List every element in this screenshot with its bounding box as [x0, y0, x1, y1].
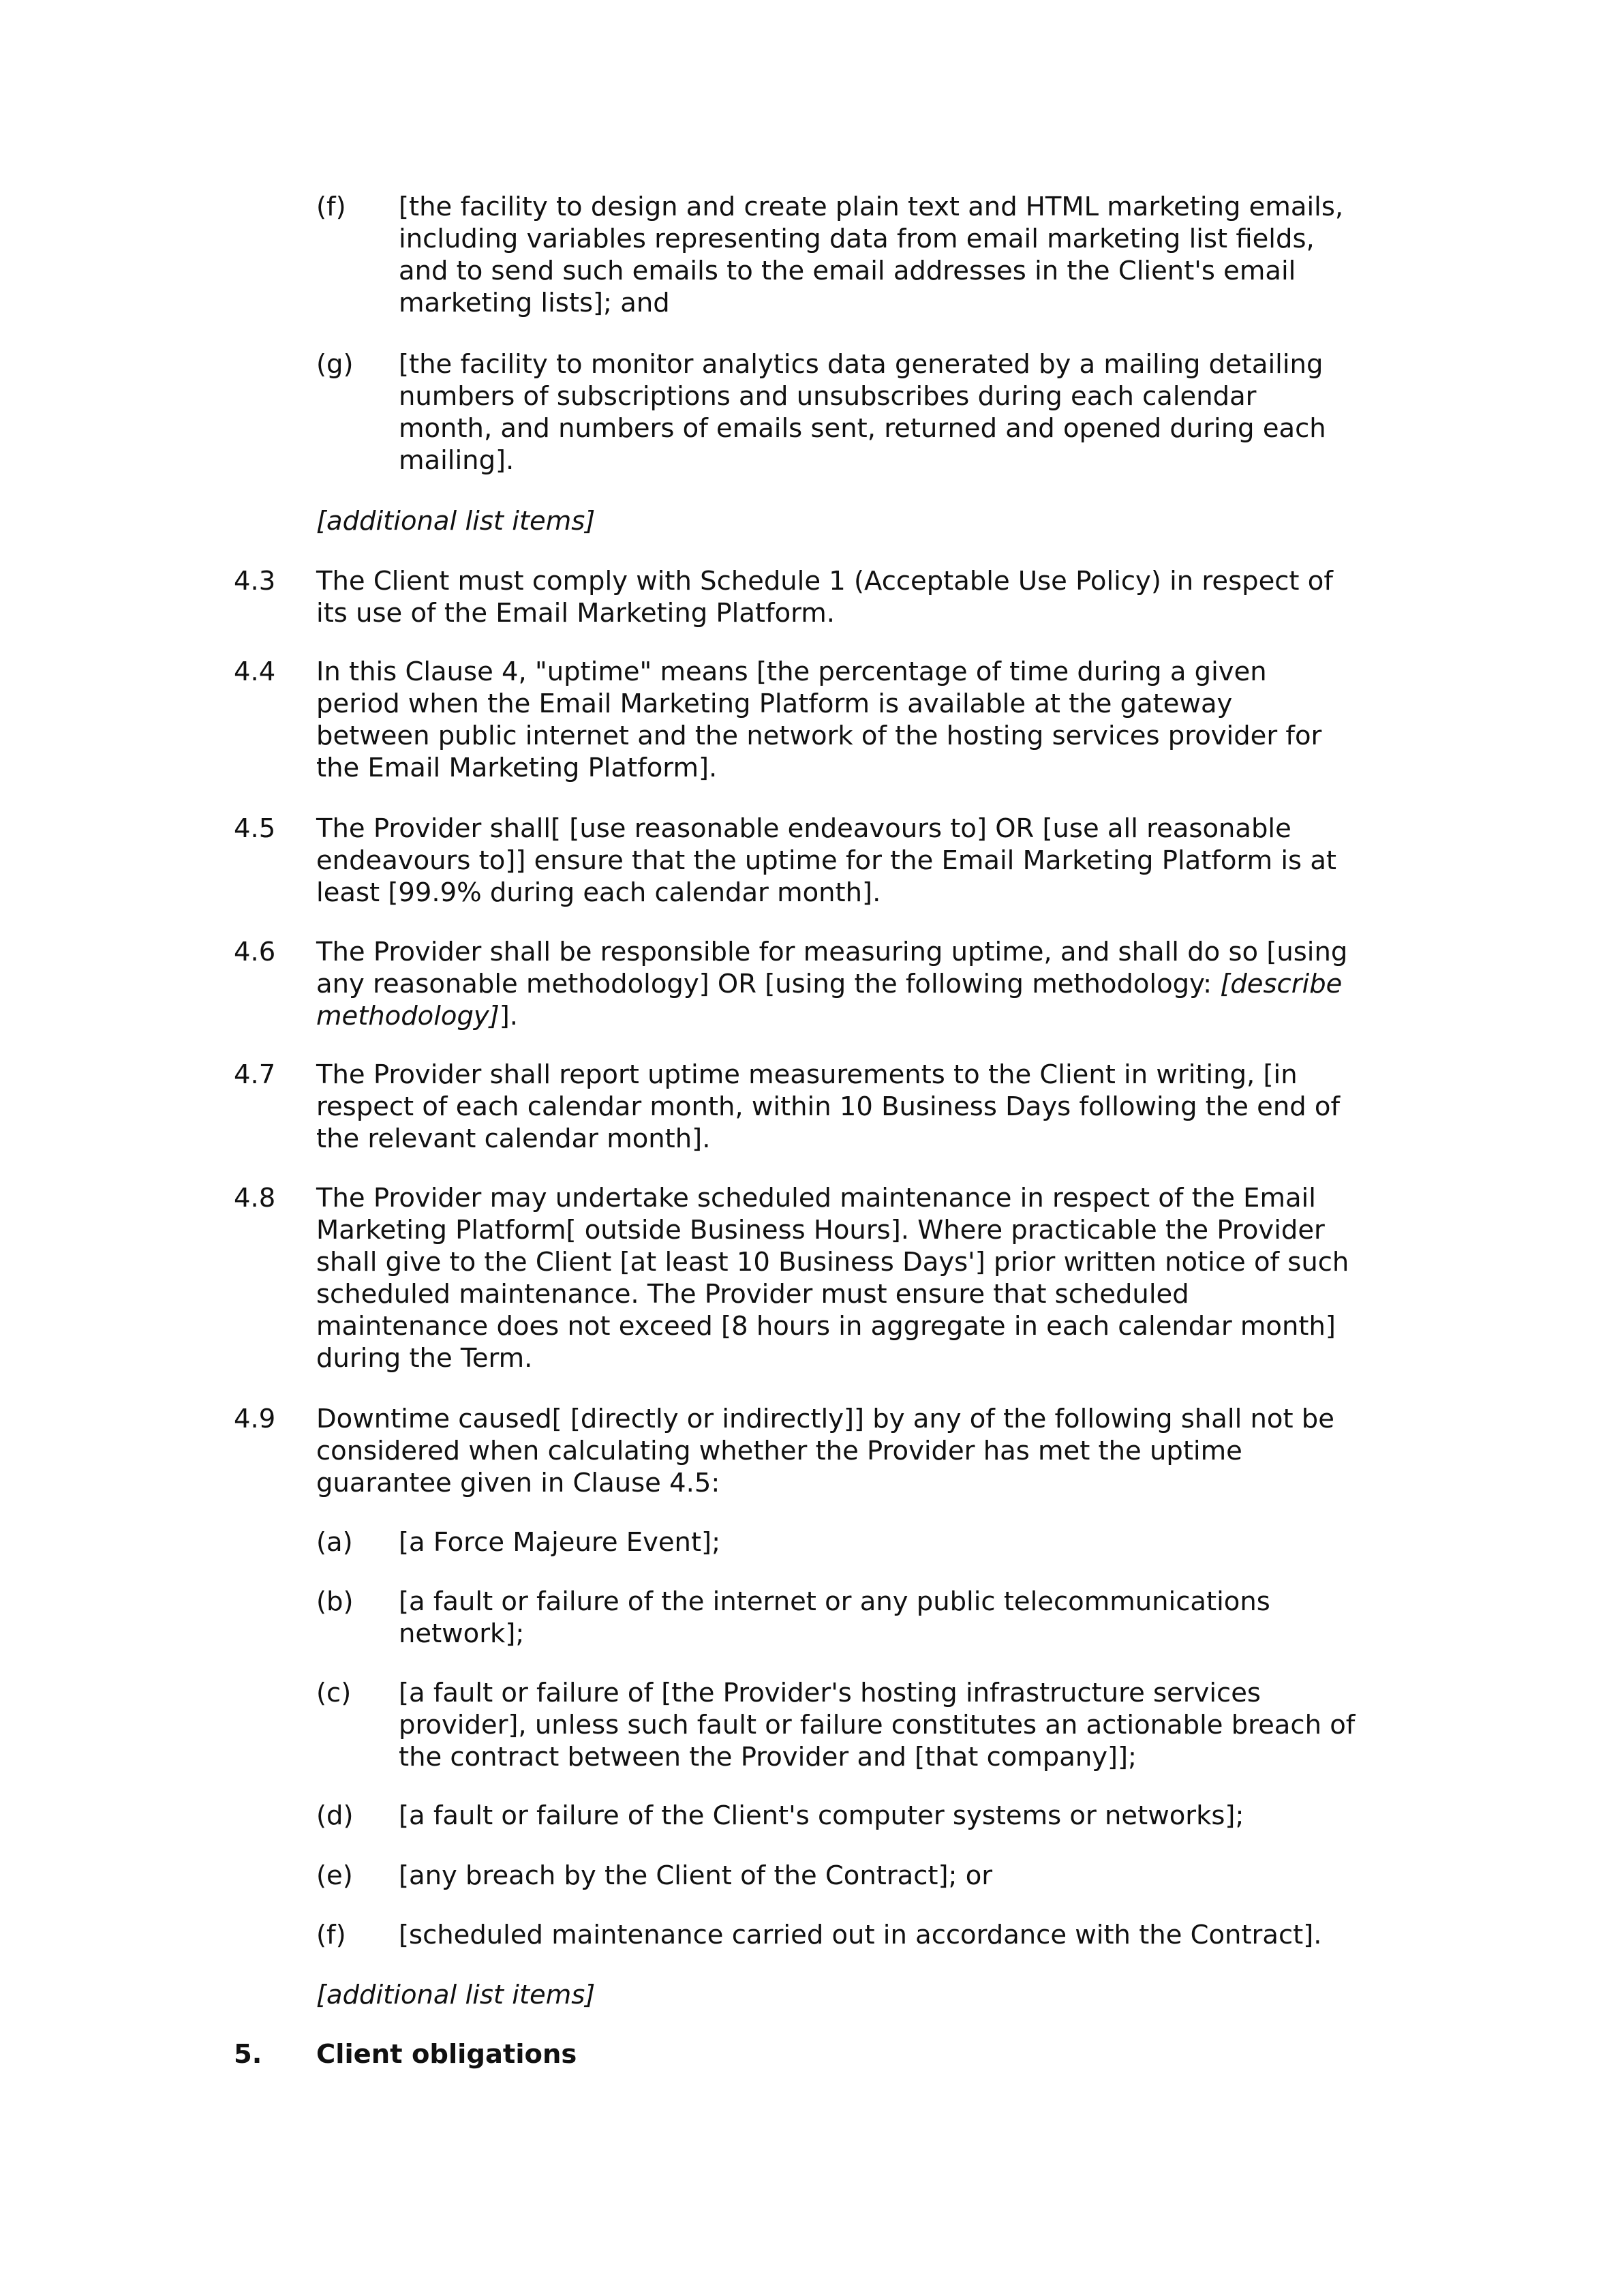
- list-item-text: [a fault or failure of the internet or any public telecommunications network];: [399, 1586, 1270, 1649]
- list-marker: (a): [316, 1527, 353, 1558]
- list-marker: (d): [316, 1800, 354, 1831]
- clause-text: The Provider shall be responsible for measuring uptime, and shall do so [using any reasonable methodology] OR [using the following methodology: [describe methodology]].: [316, 937, 1348, 1031]
- list-item-text: [a Force Majeure Event];: [399, 1527, 721, 1558]
- clause-text: The Provider shall[ [use reasonable endeavours to] OR [use all reasonable endeavours to]] ensure that the uptime for the Email Marketing Platform is at least [99.9% during each calendar month].: [316, 813, 1337, 908]
- clause-text: Downtime caused[ [directly or indirectly]] by any of the following shall not be considered when calculating whether the Provider has met the uptime guarantee given in Clause 4.5:: [316, 1404, 1334, 1498]
- list-marker: (f): [316, 192, 346, 222]
- list-item-text: [the facility to design and create plain text and HTML marketing emails, including variables representing data from email marketing list fields, and to send such emails to the email addresses in the Client's email marketing lists]; and: [399, 192, 1344, 318]
- list-marker: (e): [316, 1860, 353, 1891]
- list-item-text: [a fault or failure of [the Provider's hosting infrastructure services provider], unless such fault or failure constitutes an actionable breach of the contract between the Provider and [that company]];: [399, 1678, 1356, 1772]
- clause-number: 4.7: [234, 1059, 276, 1090]
- clause-number: 4.8: [234, 1183, 276, 1213]
- list-marker: (g): [316, 349, 354, 380]
- clause-number: 4.3: [234, 566, 276, 596]
- list-item-text: [any breach by the Client of the Contract]; or: [399, 1860, 993, 1891]
- clause-text: In this Clause 4, "uptime" means [the percentage of time during a given period when the Email Marketing Platform is available at the gateway between public internet and the network of the hosting services provider for the Email Marketing Platform].: [316, 656, 1322, 783]
- section-number: 5.: [234, 2039, 262, 2070]
- additional-list-items-note: [additional list items]: [316, 506, 596, 537]
- clause-number: 4.9: [234, 1404, 276, 1434]
- clause-number: 4.4: [234, 656, 276, 687]
- clause-text: The Provider may undertake scheduled maintenance in respect of the Email Marketing Platform[ outside Business Hours]. Where practicable the Provider shall give to the Client [at least 10 Business Days'] prior written notice of such scheduled maintenance. The Provider must ensure that scheduled maintenance does not exceed [8 hours in aggregate in each calendar month] during the Term.: [316, 1183, 1349, 1374]
- clause-number: 4.6: [234, 937, 276, 967]
- list-marker: (c): [316, 1678, 352, 1708]
- section-heading: Client obligations: [316, 2039, 577, 2070]
- list-item-text: [the facility to monitor analytics data generated by a mailing detailing numbers of subscriptions and unsubscribes during each calendar month, and numbers of emails sent, returned and opened during each mailing].: [399, 349, 1326, 476]
- clause-text: The Provider shall report uptime measurements to the Client in writing, [in respect of each calendar month, within 10 Business Days following the end of the relevant calendar month].: [316, 1059, 1341, 1154]
- list-marker: (b): [316, 1586, 354, 1617]
- list-item-text: [a fault or failure of the Client's computer systems or networks];: [399, 1800, 1244, 1831]
- list-marker: (f): [316, 1920, 346, 1950]
- additional-list-items-note: [additional list items]: [316, 1980, 596, 2010]
- clause-number: 4.5: [234, 813, 276, 844]
- list-item-text: [scheduled maintenance carried out in accordance with the Contract].: [399, 1920, 1322, 1950]
- clause-text: The Client must comply with Schedule 1 (Acceptable Use Policy) in respect of its use of the Email Marketing Platform.: [316, 566, 1333, 629]
